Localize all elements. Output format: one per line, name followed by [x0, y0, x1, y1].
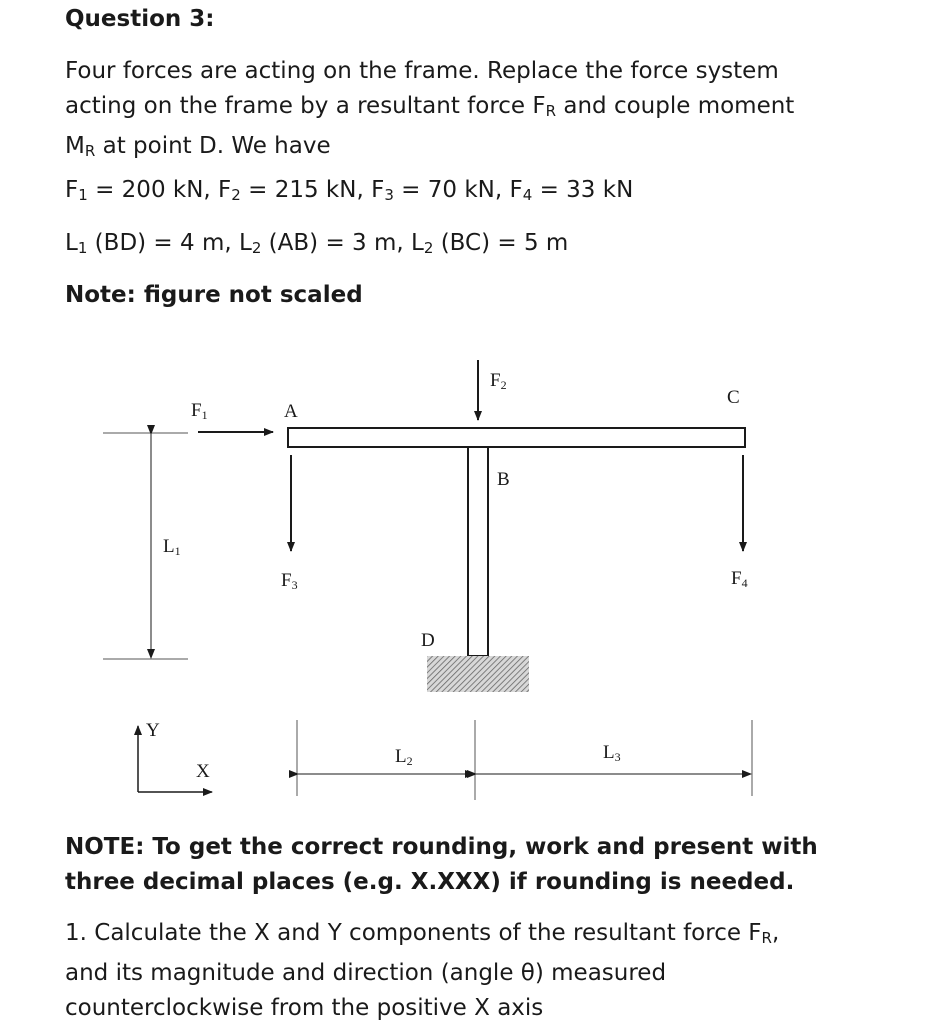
question-1-line-1: 1. Calculate the X and Y components of the resultant force $F_R$, [65, 920, 780, 947]
length-l2-bc: $L_2$ (BC) = 5 m [411, 230, 569, 257]
vertical-column [468, 447, 488, 656]
length-l2-ab: $L_2$ (AB) = 3 m, [239, 230, 412, 257]
question-1-line-3: counterclockwise from the positive X axis [65, 995, 544, 1021]
scale-note: Note: figure not scaled [65, 282, 363, 308]
statement-line-2: acting on the frame by a resultant force $F_R$ and couple moment [65, 93, 795, 120]
label-l1: L1 [163, 536, 181, 558]
length-l1: $L_1$ (BD) = 4 m, [65, 230, 239, 257]
label-x-axis: X [196, 761, 210, 782]
fixed-support-ground [427, 656, 529, 692]
force-f2: $F_2 = 215$ kN, [218, 177, 372, 204]
label-point-b: B [497, 469, 510, 490]
label-f4: F4 [731, 568, 748, 590]
force-f4: $F_4 = 33$ kN [509, 177, 634, 204]
rounding-note-line-1: NOTE: To get the correct rounding, work and present with [65, 834, 818, 860]
statement-line-1: Four forces are acting on the frame. Replace the force system [65, 58, 779, 84]
force-f3: $F_3 = 70$ kN, [371, 177, 510, 204]
horizontal-beam [288, 428, 745, 447]
problem-statement [65, 54, 895, 169]
rounding-note-line-2: three decimal places (e.g. X.XXX) if rounding is needed. [65, 869, 795, 895]
question-1 [65, 916, 895, 1026]
rounding-note [65, 830, 895, 900]
length-values [65, 226, 895, 266]
label-l2: L2 [395, 746, 413, 768]
label-point-c: C [727, 387, 740, 408]
label-l3: L3 [603, 742, 621, 764]
force-values [65, 173, 895, 213]
label-point-d: D [421, 630, 435, 651]
force-f1: $F_1 = 200$ kN, [65, 177, 219, 204]
label-f2: F2 [490, 370, 507, 392]
label-point-a: A [284, 401, 298, 422]
question-1-line-2: and its magnitude and direction (angle θ) measured [65, 960, 667, 986]
label-y-axis: Y [146, 720, 160, 741]
label-f3: F3 [281, 570, 298, 592]
statement-line-3: $M_R$ at point D. We have [65, 133, 331, 160]
question-title: Question 3: [65, 6, 215, 32]
label-f1: F1 [191, 400, 208, 422]
frame-diagram [0, 330, 927, 810]
